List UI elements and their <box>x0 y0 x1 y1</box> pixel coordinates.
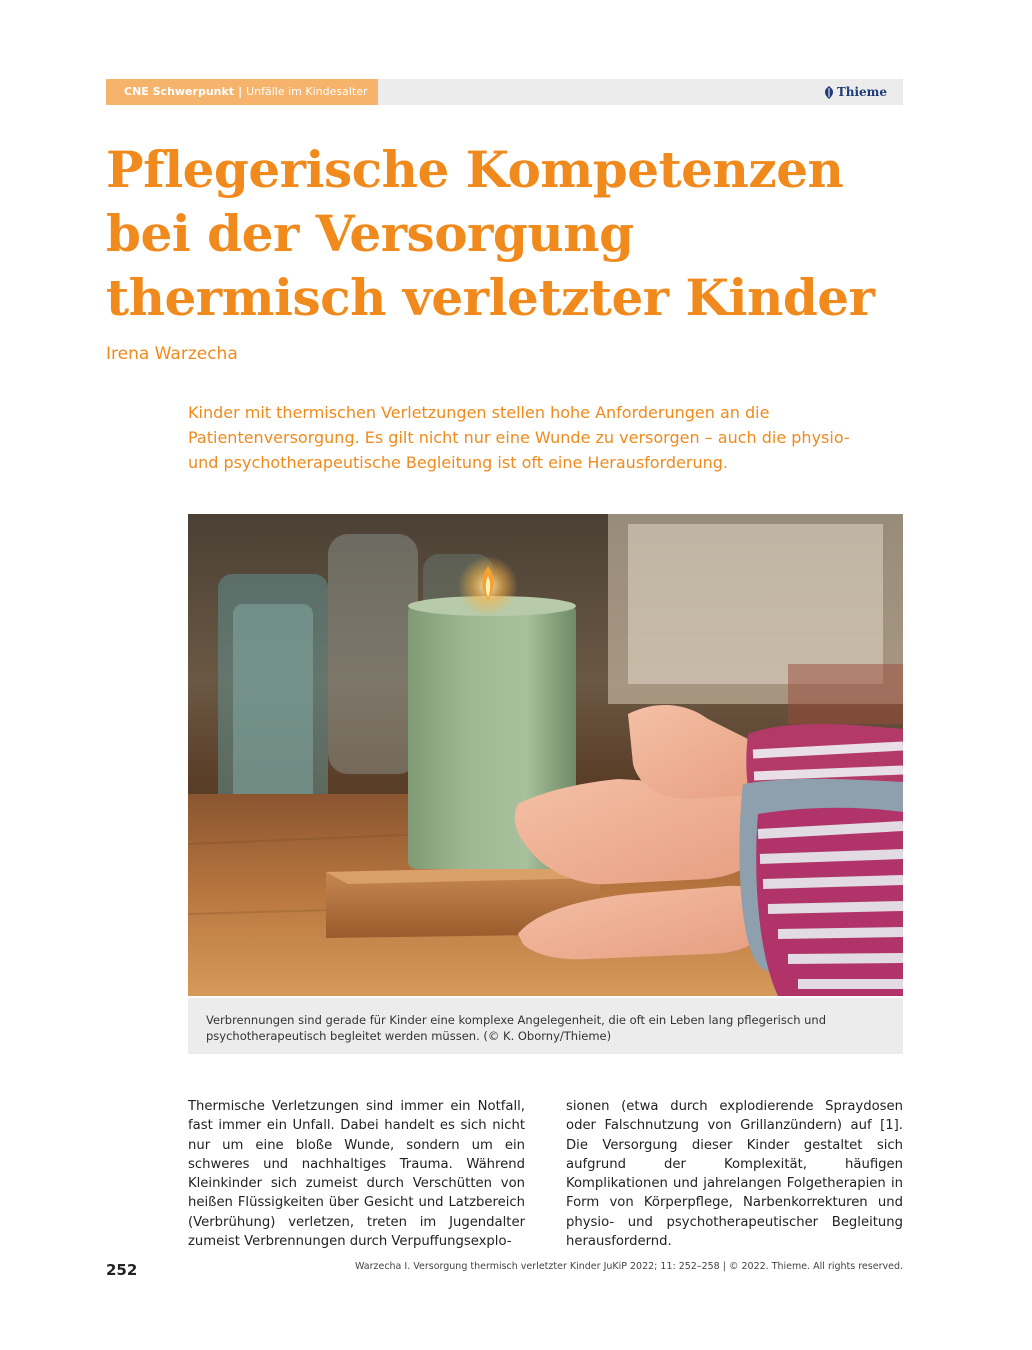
figure-caption: Verbrennungen sind gerade für Kinder eine komplexe Angelegenheit, die oft ein Leben lang pflegerisch und psychotherapeutisch begleitet werden müssen. (© K. Oborny/Thieme) <box>188 998 903 1054</box>
page-number: 252 <box>106 1261 138 1279</box>
section-topic: Unfälle im Kindesalter <box>246 85 368 98</box>
publisher-logo <box>824 79 887 105</box>
body-column-left: Thermische Verletzungen sind immer ein Notfall, fast immer ein Unfall. Dabei handelt es sich nicht nur um eine bloße Wunde, sondern um ein schweres und nachhaltiges Trauma. Während Kleinkinder sich zumeist durch Verschütten von heißen Flüssigkeiten über Gesicht und Latzbereich (Verbrühung) verletzen, treten im Jugendalter zumeist Verbrennungen durch Verpuffungsexplo- <box>188 1099 525 1250</box>
lead-paragraph: Kinder mit thermischen Verletzungen stellen hohe Anforderungen an die Patientenversorgung. Es gilt nicht nur eine Wunde zu versorgen – auch die physio- und psychotherapeutische Begleitung ist oft eine Herausforderung. <box>188 403 850 472</box>
section-tag <box>106 79 378 105</box>
header-bar <box>106 79 903 105</box>
thieme-emblem-icon <box>824 86 834 99</box>
publisher-name: Thieme <box>836 85 887 99</box>
body-column-right: sionen (etwa durch explodierende Spraydosen oder Falschnutzung von Grillanzündern) auf [1]. Die Versorgung dieser Kinder gestaltet sich aufgrund der Komplexität, häufigen Komplikationen und jahrelangen Folgetherapien in Form von Körperpflege, Narbenkorrekturen und physio- und psychotherapeutischer Begleitung herausfordernd. <box>566 1099 903 1250</box>
candle-and-child-hands-illustration <box>188 514 903 996</box>
article-photo <box>188 514 903 996</box>
article-title: Pflegerische Kompetenzen bei der Versorgung thermisch verletzter Kinder <box>106 140 875 327</box>
section-separator: | <box>238 85 243 98</box>
author-name: Irena Warzecha <box>106 344 238 364</box>
section-label: CNE Schwerpunkt <box>124 85 235 98</box>
footer-citation: Warzecha I. Versorgung thermisch verletzter Kinder JuKiP 2022; 11: 252–258 | © 2022. Thieme. All rights reserved. <box>354 1261 903 1272</box>
